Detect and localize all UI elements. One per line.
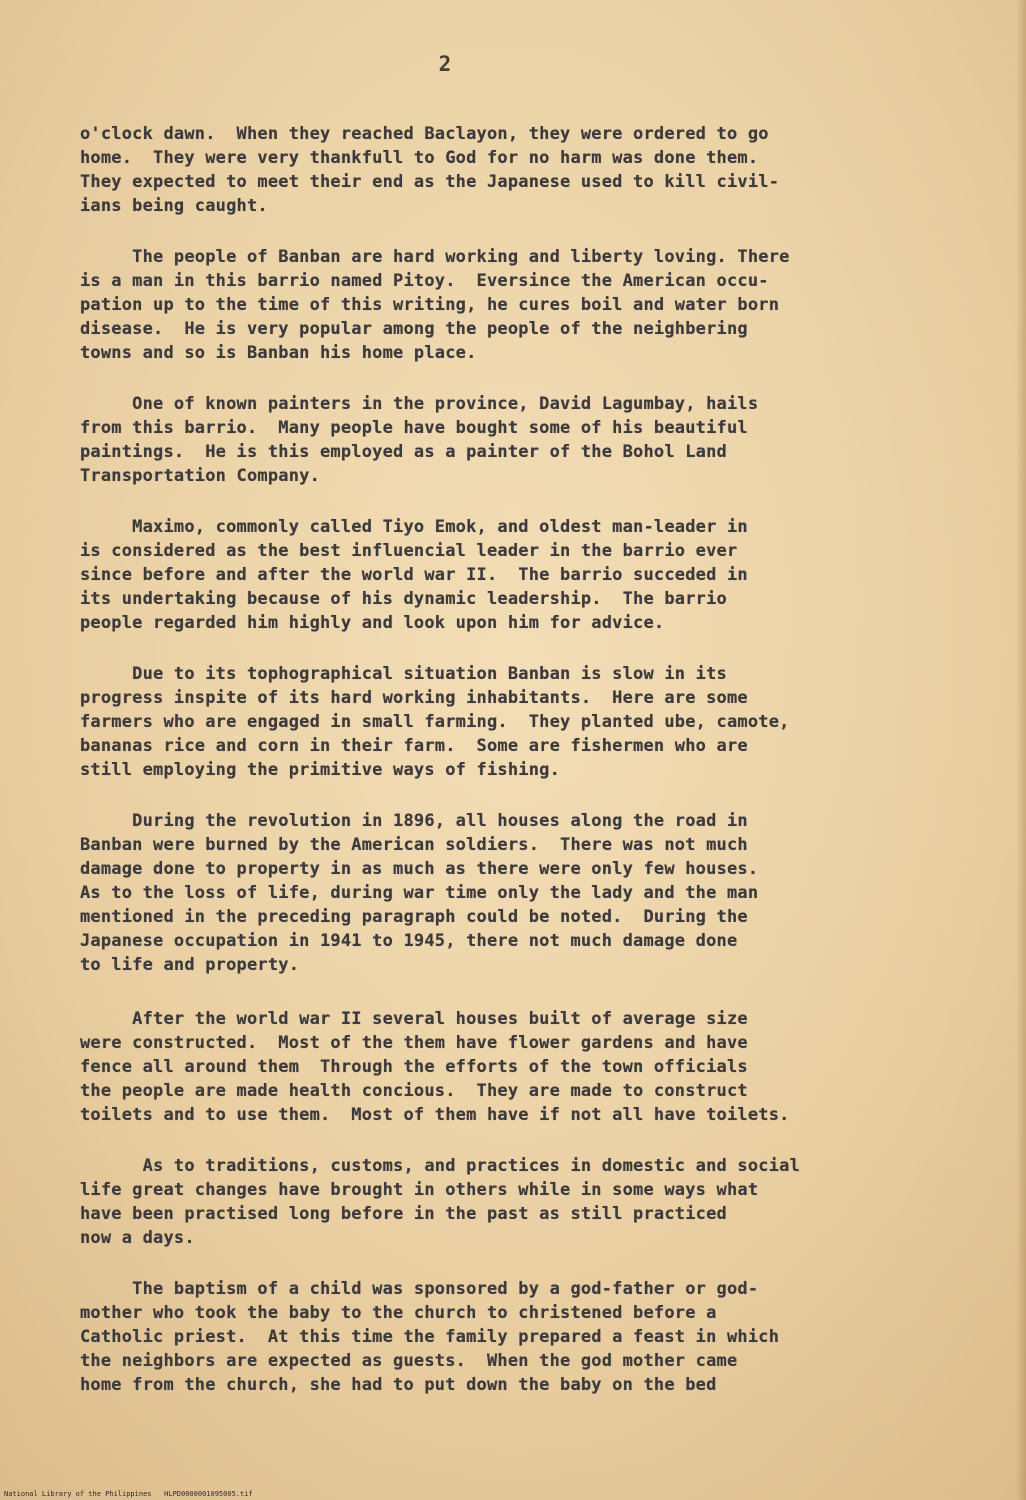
text-line: toilets and to use them. Most of them have if not all have toilets. <box>80 1105 790 1125</box>
text-line: its undertaking because of his dynamic leadership. The barrio <box>80 589 727 609</box>
text-line: The people of Banban are hard working and liberty loving. There <box>80 247 790 267</box>
text-line: The baptism of a child was sponsored by a god-father or god- <box>80 1279 759 1299</box>
text-line: After the world war II several houses built of average size <box>80 1009 748 1029</box>
text-line: During the revolution in 1896, all houses along the road in <box>80 811 748 831</box>
text-line: still employing the primitive ways of fishing. <box>80 760 561 780</box>
text-line: Transportation Company. <box>80 466 321 486</box>
text-line: Banban were burned by the American soldiers. There was not much <box>80 835 748 855</box>
text-line: As to the loss of life, during war time only the lady and the man <box>80 883 759 903</box>
text-line: fence all around them Through the efforts of the town officials <box>80 1057 748 1077</box>
paper-edge-shadow <box>1016 0 1026 1500</box>
paragraph-1 <box>80 122 950 218</box>
text-line: Maximo, commonly called Tiyo Emok, and oldest man-leader in <box>80 517 748 537</box>
document-body <box>80 122 950 1424</box>
text-line: to life and property. <box>80 955 300 975</box>
text-line: have been practised long before in the past as still practiced <box>80 1204 727 1224</box>
text-line: were constructed. Most of the them have flower gardens and have <box>80 1033 748 1053</box>
text-line: home from the church, she had to put down the baby on the bed <box>80 1375 717 1395</box>
text-line: bananas rice and corn in their farm. Some are fishermen who are <box>80 736 748 756</box>
paragraph-3 <box>80 392 950 488</box>
text-line: from this barrio. Many people have bought some of his beautiful <box>80 418 748 438</box>
scan-footer-caption: National Library of the Philippines HLPD0000001095005.tif <box>4 1490 253 1498</box>
text-line: o'clock dawn. When they reached Baclayon, they were ordered to go <box>80 124 769 144</box>
text-line: progress inspite of its hard working inhabitants. Here are some <box>80 688 748 708</box>
text-line: Due to its tophographical situation Banban is slow in its <box>80 664 727 684</box>
text-line: disease. He is very popular among the people of the neighbering <box>80 319 748 339</box>
text-line: Japanese occupation in 1941 to 1945, there not much damage done <box>80 931 738 951</box>
text-line: towns and so is Banban his home place. <box>80 343 477 363</box>
text-line: the neighbors are expected as guests. When the god mother came <box>80 1351 738 1371</box>
text-line: farmers who are engaged in small farming. They planted ube, camote, <box>80 712 790 732</box>
text-line: since before and after the world war II. The barrio succeded in <box>80 565 748 585</box>
paragraph-5 <box>80 662 950 782</box>
text-line: They expected to meet their end as the Japanese used to kill civil- <box>80 172 780 192</box>
text-line: One of known painters in the province, David Lagumbay, hails <box>80 394 759 414</box>
text-line: As to traditions, customs, and practices in domestic and social <box>80 1156 801 1176</box>
text-line: life great changes have brought in others while in some ways what <box>80 1180 759 1200</box>
text-line: home. They were very thankfull to God for no harm was done them. <box>80 148 759 168</box>
text-line: mentioned in the preceding paragraph could be noted. During the <box>80 907 748 927</box>
text-line: is a man in this barrio named Pitoy. Eversince the American occu- <box>80 271 769 291</box>
text-line: ians being caught. <box>80 196 268 216</box>
text-line: is considered as the best influencial leader in the barrio ever <box>80 541 738 561</box>
paragraph-4 <box>80 515 950 635</box>
text-line: the people are made health concious. They are made to construct <box>80 1081 748 1101</box>
text-line: mother who took the baby to the church to christened before a <box>80 1303 717 1323</box>
text-line: paintings. He is this employed as a painter of the Bohol Land <box>80 442 727 462</box>
page-number: 2 <box>438 52 452 76</box>
text-line: damage done to property in as much as there were only few houses. <box>80 859 759 879</box>
text-line: Catholic priest. At this time the family prepared a feast in which <box>80 1327 780 1347</box>
paragraph-8 <box>80 1154 950 1250</box>
text-line: now a days. <box>80 1228 195 1248</box>
text-line: people regarded him highly and look upon him for advice. <box>80 613 665 633</box>
paragraph-9 <box>80 1277 950 1397</box>
paragraph-2 <box>80 245 950 365</box>
paragraph-6 <box>80 809 950 977</box>
text-line: pation up to the time of this writing, he cures boil and water born <box>80 295 780 315</box>
paragraph-7 <box>80 1007 950 1127</box>
